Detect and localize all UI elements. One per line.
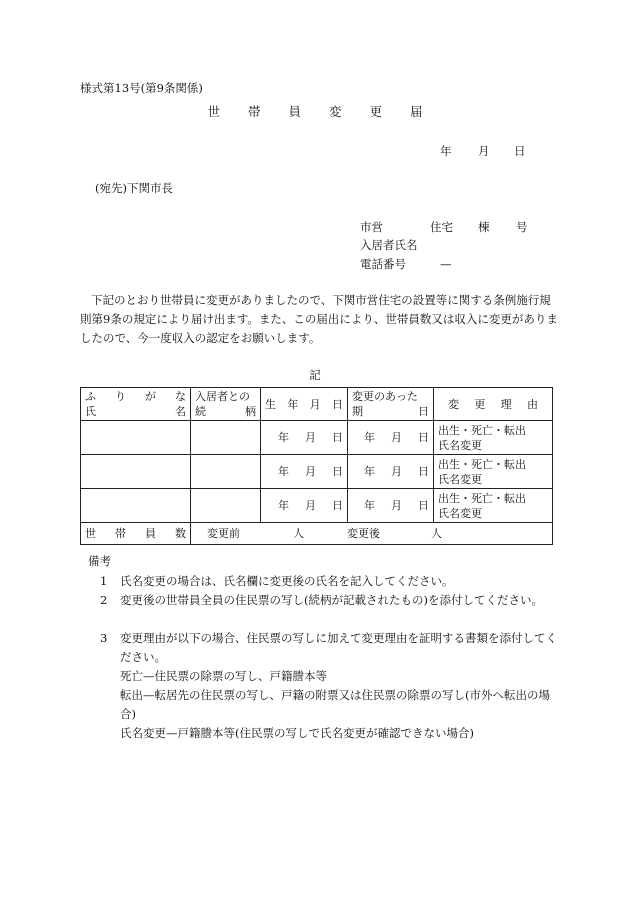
- footer-text: 数: [175, 527, 186, 540]
- name-cell[interactable]: [81, 421, 191, 455]
- remark-subitem: 氏名変更—戸籍謄本等(住民票の写しで氏名変更が確認できない場合): [120, 726, 474, 740]
- header-text: 由: [526, 397, 538, 411]
- remark-number: 3: [100, 631, 108, 645]
- header-text: 入居者との: [195, 390, 250, 403]
- body-text: 下記のとおり世帯員に変更がありましたので、下関市営住宅の設置等に関する条例施行規則第9条の規定により届け出ます。また、この届出により、世帯員数又は収入に変更がありましたので、今一度収入の認定をお願いします。: [80, 293, 558, 345]
- header-text: 変更のあった: [352, 390, 418, 403]
- remark-item: [100, 572, 560, 591]
- remark-item: [100, 629, 560, 667]
- reason-options: 出生・死亡・転出: [438, 491, 526, 505]
- relation-cell[interactable]: [191, 455, 261, 489]
- addressee: (宛先)下関市長: [95, 181, 173, 195]
- change-date-cell[interactable]: [348, 455, 434, 489]
- table-header-row: [81, 388, 553, 421]
- remark-text: 変更後の世帯員全員の住民票の写し(続柄が記載されたもの)を添付してください。: [120, 593, 543, 607]
- address-row: [360, 219, 528, 235]
- header-text: 年: [287, 397, 299, 411]
- day-label: 日: [418, 499, 429, 512]
- year-label: 年: [278, 465, 289, 478]
- resident-name-label: 入居者氏名: [360, 238, 418, 252]
- before-unit: 人: [293, 527, 304, 540]
- footer-text: 世: [85, 527, 96, 540]
- reason-options: 出生・死亡・転出: [438, 457, 526, 471]
- remark-text: 変更理由が以下の場合、住民票の写しに加えて変更理由を証明する書類を添付してください。: [120, 631, 557, 664]
- header-furigana-name: [81, 388, 191, 421]
- birthdate-cell[interactable]: [261, 455, 348, 489]
- header-text: 名: [175, 405, 186, 418]
- day-label: 日: [332, 499, 343, 512]
- month-label: 月: [305, 499, 316, 512]
- year-label: 年: [278, 499, 289, 512]
- reason-name-change: 氏名変更: [438, 506, 482, 520]
- header-text: 更: [474, 397, 486, 411]
- remark-number: 2: [100, 593, 108, 607]
- header-relation: [191, 388, 261, 421]
- header-text: な: [175, 390, 186, 403]
- month-label: 月: [391, 499, 402, 512]
- phone-label: 電話番号: [360, 257, 406, 271]
- month-label: 月: [305, 431, 316, 444]
- header-change-date: [348, 388, 434, 421]
- header-text: ふ: [85, 390, 96, 403]
- table-row: [81, 455, 553, 489]
- header-text: 続: [195, 405, 206, 418]
- year-label: 年: [278, 431, 289, 444]
- year-label: 年: [364, 499, 375, 512]
- jutaku-label: 住宅: [430, 220, 453, 234]
- date-day-label: 日: [514, 144, 526, 158]
- phone-row: [360, 256, 452, 272]
- change-date-cell[interactable]: [348, 489, 434, 523]
- reason-name-change: 氏名変更: [438, 438, 482, 452]
- header-text: 柄: [245, 405, 256, 418]
- name-cell[interactable]: [81, 489, 191, 523]
- table-row: [81, 421, 553, 455]
- reason-cell[interactable]: [434, 455, 553, 489]
- page-title: 世帯員変更届: [207, 104, 451, 119]
- header-text: 氏: [85, 405, 96, 418]
- year-label: 年: [364, 431, 375, 444]
- header-text: 日: [331, 397, 343, 411]
- relation-cell[interactable]: [191, 489, 261, 523]
- after-unit: 人: [431, 527, 442, 540]
- remark-subitem: 死亡—住民票の除票の写し、戸籍謄本等: [120, 669, 327, 683]
- header-text: が: [145, 390, 156, 403]
- month-label: 月: [391, 431, 402, 444]
- day-label: 日: [332, 431, 343, 444]
- year-label: 年: [364, 465, 375, 478]
- reason-options: 出生・死亡・転出: [438, 423, 526, 437]
- after-label: 変更後: [347, 527, 380, 540]
- phone-dash: —: [440, 257, 452, 271]
- remark-item: [100, 591, 560, 610]
- members-table: [80, 387, 553, 545]
- household-count-row: [81, 523, 553, 545]
- reason-cell[interactable]: [434, 421, 553, 455]
- header-text: 変: [448, 397, 459, 411]
- name-cell[interactable]: [81, 455, 191, 489]
- remark-text: 氏名変更の場合は、氏名欄に変更後の氏名を記入してください。: [120, 574, 454, 588]
- birthdate-cell[interactable]: [261, 489, 348, 523]
- footer-text: 帯: [115, 527, 126, 540]
- household-count-label: [81, 523, 191, 545]
- header-reason: [434, 388, 553, 421]
- relation-cell[interactable]: [191, 421, 261, 455]
- ki-label: 記: [309, 368, 321, 382]
- header-text: 日: [418, 405, 429, 418]
- form-number: 様式第13号(第9条関係): [80, 81, 203, 95]
- month-label: 月: [305, 465, 316, 478]
- reason-cell[interactable]: [434, 489, 553, 523]
- day-label: 日: [332, 465, 343, 478]
- header-text: 月: [309, 397, 321, 411]
- remark-subitem: 転出—転居先の住民票の写し、戸籍の附票又は住民票の除票の写し(市外へ転出の場合): [120, 688, 550, 721]
- header-text: 理: [500, 397, 512, 411]
- table-row: [81, 489, 553, 523]
- mune-label: 棟: [478, 220, 490, 234]
- day-label: 日: [418, 465, 429, 478]
- go-label: 号: [516, 220, 528, 234]
- birthdate-cell[interactable]: [261, 421, 348, 455]
- reason-name-change: 氏名変更: [438, 472, 482, 486]
- header-text: り: [115, 390, 126, 403]
- header-text: 生: [265, 397, 276, 411]
- before-label: 変更前: [207, 527, 240, 540]
- change-date-cell[interactable]: [348, 421, 434, 455]
- header-text: 期: [352, 405, 363, 418]
- footer-text: 員: [145, 527, 156, 540]
- date-year-label: 年: [440, 144, 452, 158]
- month-label: 月: [391, 465, 402, 478]
- remark-number: 1: [100, 574, 108, 588]
- date-month-label: 月: [478, 144, 490, 158]
- date-line: [440, 143, 526, 159]
- remarks-heading: 備考: [88, 554, 111, 568]
- day-label: 日: [418, 431, 429, 444]
- household-count-values[interactable]: [191, 523, 553, 545]
- shiei-label: 市営: [360, 220, 383, 234]
- header-birthdate: [261, 388, 348, 421]
